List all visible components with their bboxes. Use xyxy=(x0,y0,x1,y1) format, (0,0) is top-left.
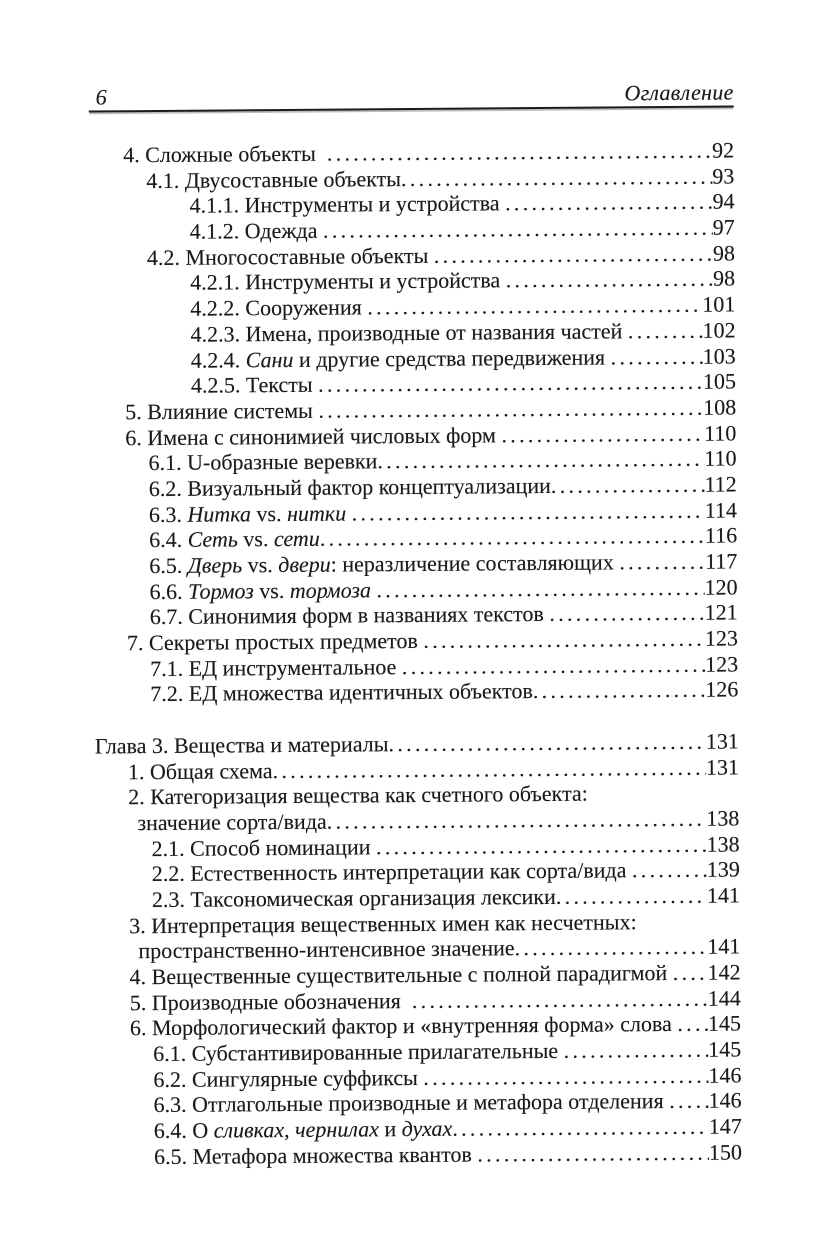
toc-page-number: 144 xyxy=(707,985,741,1011)
toc-entry-text: 4.2.4. Сани и другие средства передвижения xyxy=(190,343,611,373)
toc-entry-text: 4. Сложные объекты xyxy=(123,140,327,168)
toc-page-number: 121 xyxy=(704,599,738,626)
toc-page-number: 112 xyxy=(704,471,737,497)
toc-entry-text: 2.3. Таксономическая организация лексики xyxy=(151,883,556,912)
toc-page-number: 138 xyxy=(706,831,740,857)
toc-page-number: 146 xyxy=(708,1062,742,1088)
toc-page-number: 145 xyxy=(707,1010,742,1037)
toc-page-number: 103 xyxy=(702,342,736,369)
toc-page-number: 150 xyxy=(708,1139,743,1165)
toc-entry xyxy=(96,882,740,913)
toc-page-number: 131 xyxy=(705,753,740,780)
toc-entry xyxy=(95,754,739,785)
toc-entry-text: 4.2.1. Инструменты и устройства xyxy=(190,267,506,296)
dot-leader xyxy=(628,318,703,344)
toc-entry-text: пространственно-интенсивное значение xyxy=(138,935,515,964)
toc-page-number: 145 xyxy=(708,1036,742,1062)
toc-entry-text: 4.1. Двусоставные объекты xyxy=(146,165,402,193)
toc-page-number: 139 xyxy=(706,856,740,882)
dot-leader xyxy=(273,754,707,783)
dot-leader xyxy=(619,549,705,575)
toc-page-number: 110 xyxy=(704,420,737,446)
dot-leader xyxy=(549,600,705,627)
toc-entry-text: 6.4. Сеть vs. сети xyxy=(149,526,320,553)
toc-page-number: 120 xyxy=(704,574,738,600)
toc-entry-text: 6.1. Субстантивированные прилагательные xyxy=(153,1037,564,1067)
toc-page-number: 93 xyxy=(712,163,735,189)
toc-entry-text: 6.3. Отглагольные производные и метафора отделения xyxy=(153,1088,670,1118)
toc-page-number: 142 xyxy=(707,959,741,985)
toc-entry-text: 4.2.5. Тексты xyxy=(190,371,319,398)
toc-entry-text: 6.2. Сингулярные суффиксы xyxy=(153,1064,424,1092)
dot-leader xyxy=(551,472,705,499)
toc-page-number: 102 xyxy=(702,317,736,343)
dot-leader xyxy=(434,240,713,268)
toc-entry-text: 7. Секреты простых предметов xyxy=(126,627,424,656)
toc-entry-text: 5. Производные обозначения xyxy=(129,987,412,1015)
toc-entry-text: 6.7. Синонимия форм в названиях текстов xyxy=(149,601,550,630)
dot-leader xyxy=(376,574,704,602)
toc-entry-text: 6.5. Дверь vs. двери: неразличение составляющих xyxy=(149,549,620,579)
dot-leader xyxy=(423,1062,708,1090)
dot-leader xyxy=(352,497,705,525)
toc-page-number: 123 xyxy=(705,651,739,677)
dot-leader xyxy=(611,343,703,369)
toc-page-number: 141 xyxy=(707,933,741,960)
dot-leader xyxy=(327,806,707,835)
toc-list xyxy=(90,107,742,1170)
toc-entry-text: 6.1. U-образные веревки xyxy=(148,448,378,476)
toc-entry xyxy=(98,1139,742,1170)
dot-leader xyxy=(367,292,702,320)
dot-leader xyxy=(506,266,714,293)
toc-page-number: 126 xyxy=(705,676,739,703)
toc-entry-text: 6.2. Визуальный фактор концептуализации xyxy=(148,472,551,502)
toc-entry-text: 6.4. О сливках, чернилах и духах xyxy=(153,1115,453,1144)
toc-page-number: 138 xyxy=(706,805,740,831)
toc-entry-text: 1. Общая схема xyxy=(127,757,273,784)
dot-leader xyxy=(412,985,708,1013)
toc-page-number: 108 xyxy=(703,394,737,420)
toc-page-number: 116 xyxy=(704,522,738,549)
toc-entry-text: 6.6. Тормоз vs. тормоза xyxy=(149,577,372,604)
dot-leader xyxy=(501,420,704,447)
dot-leader xyxy=(401,163,713,191)
toc-page-number: 110 xyxy=(704,445,737,471)
dot-leader xyxy=(669,1088,709,1114)
dot-leader xyxy=(505,189,713,216)
dot-leader xyxy=(564,1037,709,1064)
toc-entry-text: 2.1. Способ номинации xyxy=(151,833,377,861)
dot-leader xyxy=(388,729,700,757)
dot-leader xyxy=(423,626,705,654)
dot-leader xyxy=(632,857,707,883)
toc-entry-text: 2. Категоризация вещества как счетного объекта: xyxy=(128,780,588,810)
toc-page-number: 98 xyxy=(712,240,736,266)
dot-leader xyxy=(327,138,712,167)
toc-entry-text: 7.1. ЕД инструментальное xyxy=(150,653,402,681)
running-head-title: Оглавление xyxy=(624,79,734,106)
toc-page-number: 141 xyxy=(706,882,741,908)
toc-page-number: 98 xyxy=(713,265,736,292)
toc-entry-text: 6.3. Нитка vs. нитки xyxy=(148,500,347,527)
toc-entry-text: 7.2. ЕД множества идентичных объектов xyxy=(150,678,533,707)
toc-entry-text: 6. Имена с синонимией числовых форм xyxy=(125,421,502,450)
toc-entry-text: 4.2. Многосоставные объекты xyxy=(146,242,434,270)
toc-page-number: 97 xyxy=(712,214,735,240)
toc-page-number: 114 xyxy=(704,497,738,523)
toc-entry-text: 4.1.2. Одежда xyxy=(189,217,324,244)
dot-leader xyxy=(673,960,708,986)
running-head xyxy=(88,0,734,113)
toc-entry-text: 6. Морфологический фактор и «внутренняя форма» слова xyxy=(129,1011,678,1041)
toc-entry-text: 6.5. Метафора множества квантов xyxy=(153,1141,478,1169)
toc-entry-text: 3. Интерпретация вещественных имен как несчетных: xyxy=(129,908,637,938)
toc-entry xyxy=(94,677,738,708)
toc-page-number: 123 xyxy=(704,625,739,651)
toc-entry-text: 2.2. Естественность интерпретации как сорта/вида xyxy=(151,857,633,887)
dot-leader xyxy=(477,1140,709,1168)
toc-page-number: 131 xyxy=(700,728,739,754)
dot-leader xyxy=(514,934,707,961)
dot-leader xyxy=(318,369,703,398)
toc-entry-text: значение сорта/вида xyxy=(137,808,327,836)
dot-leader xyxy=(452,1114,709,1142)
toc-entry-text: 4.1.1. Инструменты и устройства xyxy=(189,190,506,219)
dot-leader xyxy=(402,651,706,679)
toc-entry-text: Глава 3. Вещества и материалы xyxy=(94,731,389,759)
toc-page-number: 147 xyxy=(708,1113,742,1139)
toc-page-number: 94 xyxy=(712,188,735,215)
dot-leader xyxy=(323,215,713,244)
toc-entry-text: 4.2.3. Имена, производные от названия частей xyxy=(190,318,628,347)
toc-entry-text: 5. Влияние системы xyxy=(125,397,319,425)
toc-page-number: 101 xyxy=(702,291,736,317)
toc-page-number: 92 xyxy=(712,137,735,163)
toc-page-number: 146 xyxy=(708,1087,742,1114)
dot-leader xyxy=(533,677,706,704)
dot-leader xyxy=(320,523,705,552)
dot-leader xyxy=(376,831,707,859)
dot-leader xyxy=(677,1011,708,1037)
dot-leader xyxy=(318,395,703,424)
toc-entry-text: 4.2.2. Сооружения xyxy=(190,294,368,321)
toc-page-number: 105 xyxy=(702,368,737,394)
toc-entry-text: 4. Вещественные существительные с полной парадигмой xyxy=(129,959,673,990)
dot-leader xyxy=(377,446,704,474)
page-folio-number: 6 xyxy=(95,84,107,110)
dot-leader xyxy=(556,883,707,910)
toc-page-number: 117 xyxy=(705,548,738,574)
